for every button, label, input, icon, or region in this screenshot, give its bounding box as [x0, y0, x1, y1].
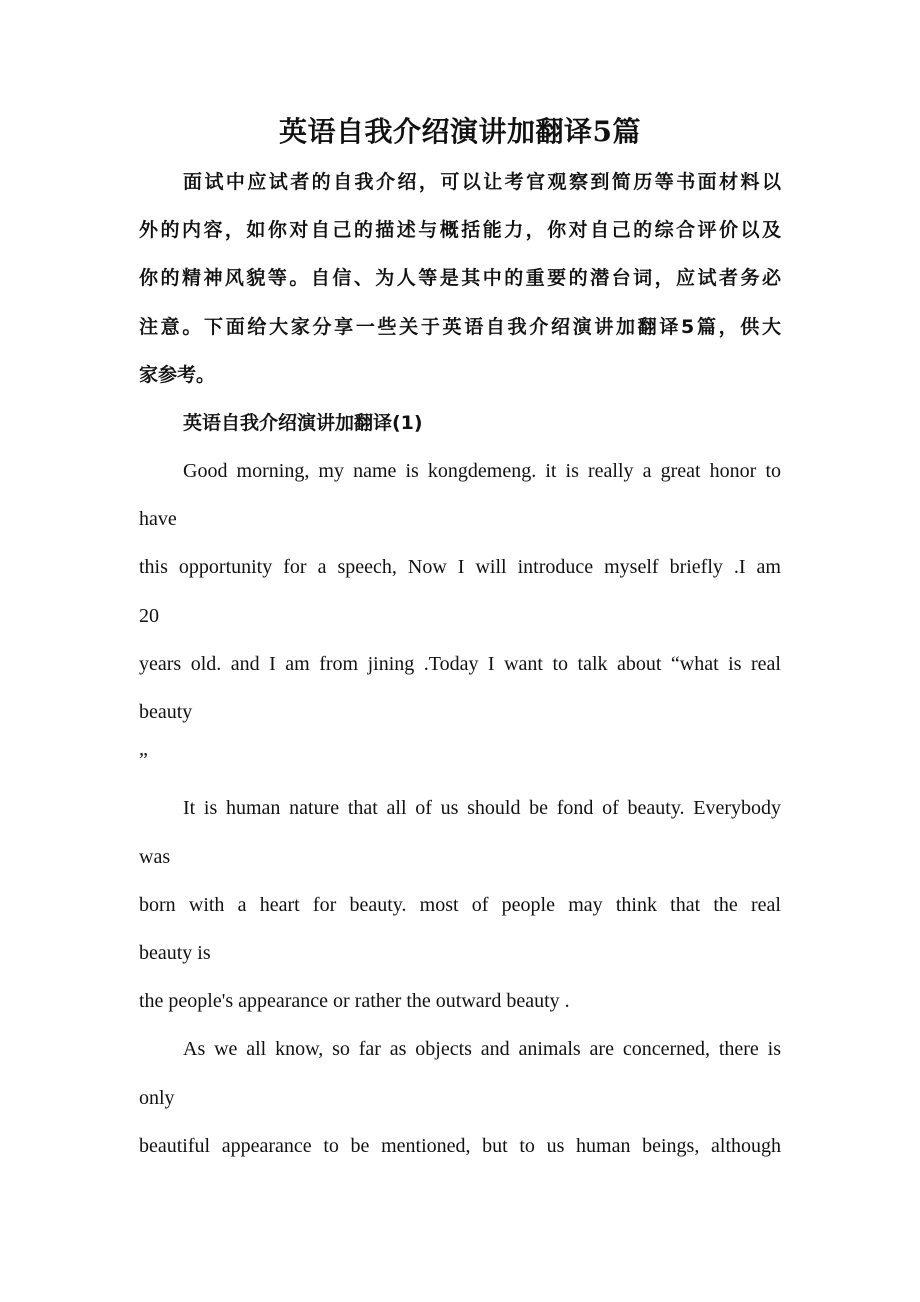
- speech-line: only: [139, 1086, 175, 1109]
- speech-line: beautiful appearance to be mentioned, but to us human beings, although: [139, 1134, 781, 1157]
- intro-line: 面试中应试者的自我介绍，可以让考官观察到简历等书面材料以: [183, 171, 781, 193]
- speech-line: ”: [139, 749, 148, 772]
- speech-line: beauty is: [139, 942, 211, 965]
- speech-line: years old. and I am from jining .Today I want to talk about “what is real: [139, 652, 781, 675]
- document-title: 英语自我介绍演讲加翻译5篇: [279, 115, 641, 148]
- speech-line: beauty: [139, 701, 193, 724]
- speech-line: the people's appearance or rather the outward beauty .: [139, 990, 570, 1013]
- intro-line: 注意。下面给大家分享一些关于英语自我介绍演讲加翻译5篇，供大: [139, 315, 781, 338]
- intro-line: 你的精神风貌等。自信、为人等是其中的重要的潜台词，应试者务必: [139, 267, 781, 290]
- speech-line: Good morning, my name is kongdemeng. it is really a great honor to: [183, 460, 781, 483]
- speech-line: was: [139, 845, 171, 868]
- speech-line: have: [139, 508, 177, 531]
- document-body: [139, 158, 781, 1170]
- intro-line: 家参考。: [139, 363, 216, 386]
- speech-paragraph: [139, 447, 781, 1170]
- speech-line: this opportunity for a speech, Now I will introduce myself briefly .I am: [139, 556, 781, 579]
- section-heading: 英语自我介绍演讲加翻译(1): [183, 412, 423, 435]
- speech-line: As we all know, so far as objects and animals are concerned, there is: [183, 1038, 781, 1061]
- intro-line: 外的内容，如你对自己的描述与概括能力，你对自己的综合评价以及: [139, 219, 781, 242]
- speech-line: 20: [139, 604, 159, 627]
- intro-paragraph: [139, 158, 781, 399]
- speech-line: It is human nature that all of us should be fond of beauty. Everybody: [183, 797, 781, 820]
- speech-line: born with a heart for beauty. most of people may think that the real: [139, 893, 781, 916]
